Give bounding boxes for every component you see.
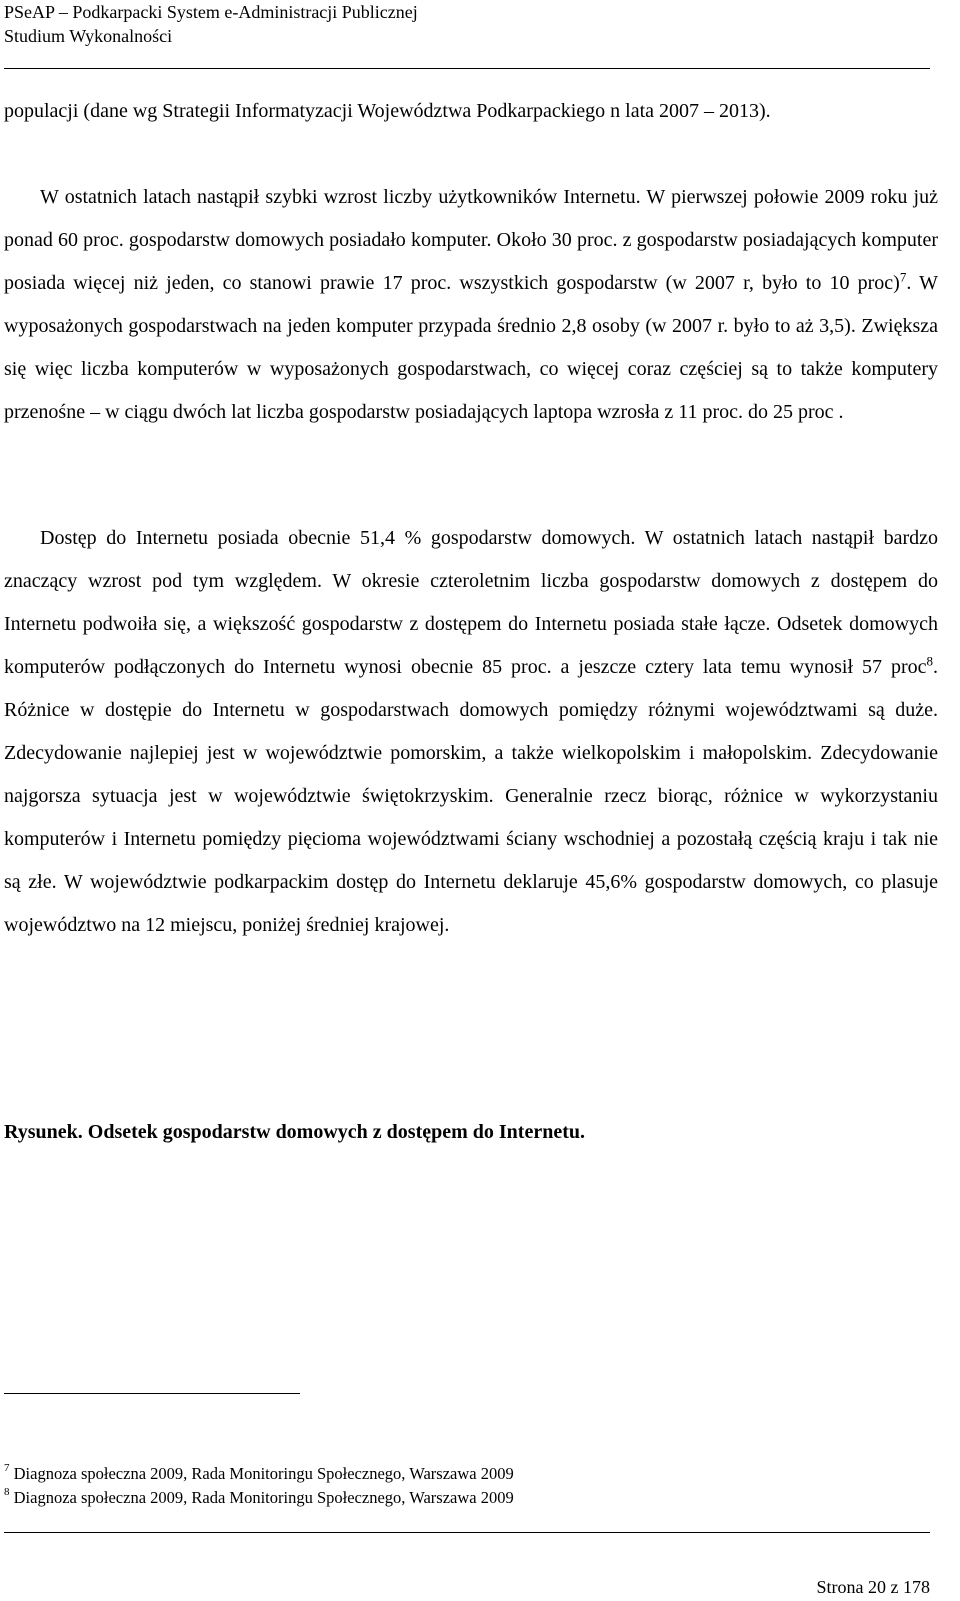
- paragraph-text: W ostatnich latach nastąpił szybki wzrost liczby użytkowników Internetu. W pierwszej połowie 2009 roku już ponad 60 proc. gospodarstw domowych posiadało komputer. Około 30 proc. z gospodarstw posiadających komputer posiada więcej niż jeden, co stanowi prawie 17 proc. wszystkich gospodarstw (w 2007 r, było to 10 proc): [4, 186, 938, 294]
- footnote-divider: [4, 1393, 300, 1394]
- paragraph-population: [4, 90, 938, 133]
- footnote-number: 8: [4, 1486, 10, 1498]
- paragraph-internet-access: [4, 517, 938, 947]
- footer-divider: [4, 1532, 930, 1533]
- header-divider: [4, 68, 930, 69]
- footnote-text: Diagnoza społeczna 2009, Rada Monitoringu Społecznego, Warszawa 2009: [9, 1488, 514, 1507]
- header-subtitle: Studium Wykonalności: [4, 26, 173, 46]
- page-number: Strona 20 z 178: [816, 1577, 930, 1597]
- footnote-ref-7[interactable]: 7: [899, 269, 907, 285]
- paragraph-text: . Różnice w dostępie do Internetu w gospodarstwach domowych pomiędzy różnymi województwami są duże. Zdecydowanie najlepiej jest w województwie pomorskim, a także wielkopolskim i małopolskim. Zdecydowanie najgorsza sytuacja jest w województwie świętokrzyskim. Generalnie rzecz biorąc, różnice w wykorzystaniu komputerów i Internetu pomiędzy pięcioma województwami ściany wschodniej a pozostałą częścią kraju i tak nie są złe. W województwie podkarpackim dostęp do Internetu deklaruje 45,6% gospodarstw domowych, co plasuje województwo na 12 miejscu, poniżej średniej krajowej.: [4, 656, 938, 936]
- header-title: PSeAP – Podkarpacki System e-Administracji Publicznej: [4, 2, 418, 22]
- footnote-number: 7: [4, 1462, 10, 1474]
- page-header: [4, 0, 418, 48]
- paragraph-internet-users: [4, 176, 938, 434]
- paragraph-text: populacji (dane wg Strategii Informatyzacji Województwa Podkarpackiego n lata 2007 – 2013).: [4, 100, 771, 122]
- footnote-ref-8[interactable]: 8: [926, 653, 933, 669]
- footnote-8: [4, 1487, 514, 1509]
- figure-caption: Rysunek. Odsetek gospodarstw domowych z dostępem do Internetu.: [4, 1121, 585, 1143]
- paragraph-text: . W wyposażonych gospodarstwach na jeden komputer przypada średnio 2,8 osoby (w 2007 r. było to aż 3,5). Zwiększa się więc liczba komputerów w wyposażonych gospodarstwach, co więcej coraz częściej są to także komputery przenośne – w ciągu dwóch lat liczba gospodarstw posiadających laptopa wzrosła z 11 proc. do 25 proc .: [4, 272, 939, 423]
- paragraph-text: Dostęp do Internetu posiada obecnie 51,4 % gospodarstw domowych. W ostatnich latach nastąpił bardzo znaczący wzrost pod tym względem. W okresie czteroletnim liczba gospodarstw domowych z dostępem do Internetu podwoiła się, a większość gospodarstw z dostępem do Internetu posiada stałe łącze. Odsetek domowych komputerów podłączonych do Internetu wynosi obecnie 85 proc. a jeszcze cztery lata temu wynosił 57 proc: [4, 527, 938, 678]
- footnote-7: [4, 1463, 514, 1485]
- footnote-text: Diagnoza społeczna 2009, Rada Monitoringu Społecznego, Warszawa 2009: [9, 1464, 514, 1483]
